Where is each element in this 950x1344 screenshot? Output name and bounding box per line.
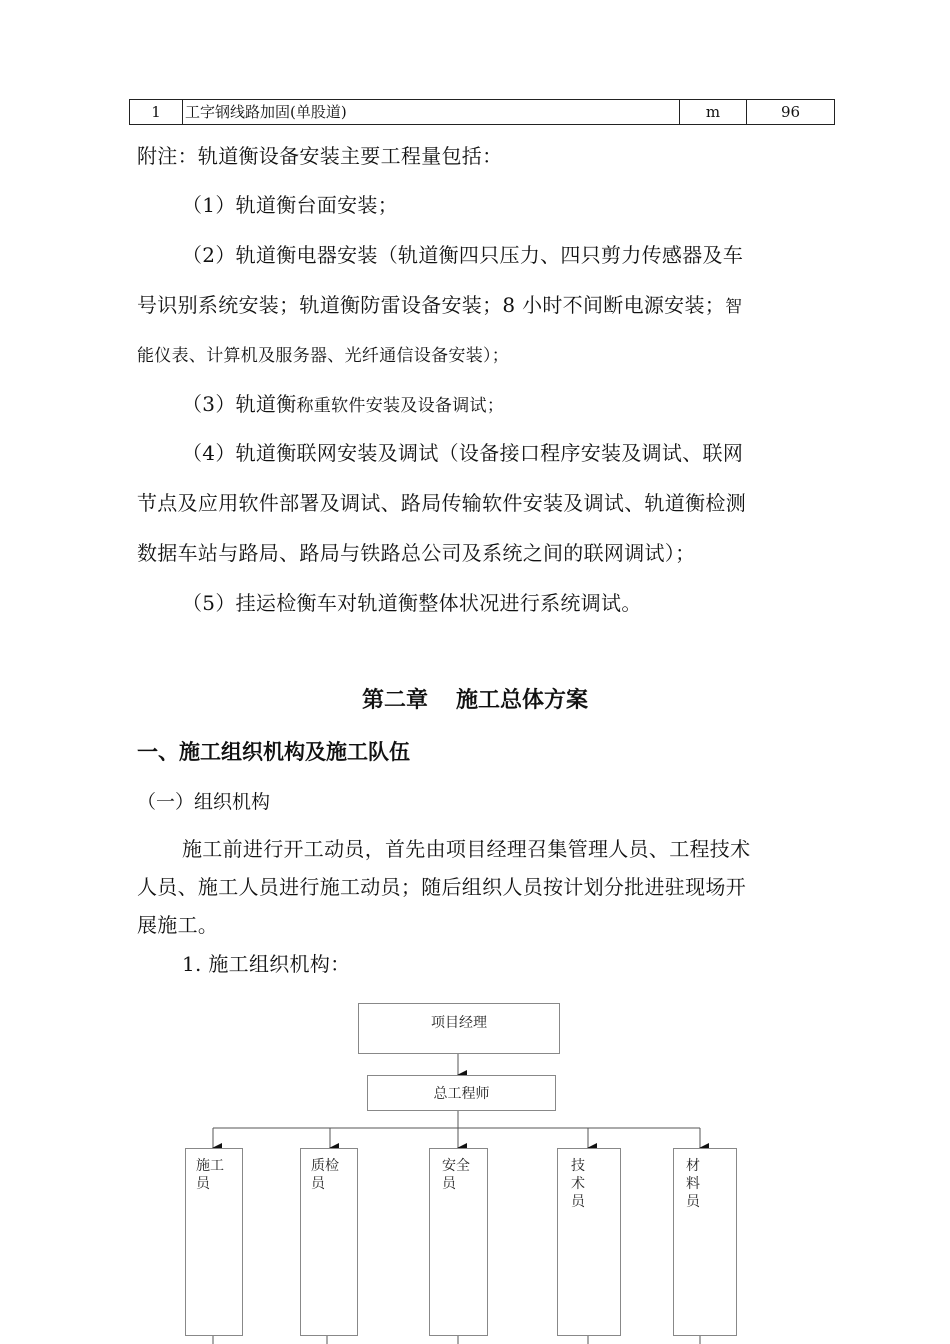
paragraph-line-3: 展施工。 [137,913,219,937]
note-item-4-line-3: 数据车站与路局、路局与铁路总公司及系统之间的联网调试）； [137,541,696,565]
chapter-number: 第二章 [361,688,428,713]
table-cell-name: 工字钢线路加固(单股道) [183,100,680,125]
list-item-org: 1. 施工组织机构： [182,952,351,976]
note-item-4-line-1: （4）轨道衡联网安装及调试（设备接口程序安装及调试、联网 [182,441,744,465]
section-heading: 一、施工组织机构及施工队伍 [137,740,410,764]
org-box-label: 项目经理 [431,1015,487,1031]
org-box-staff-1 [185,1148,243,1336]
note-item-3-main: （3）轨道衡 [182,392,297,416]
note-item-3-tail: 称重软件安装及设备调试； [296,396,505,416]
note-item-2-line-2-tail: 智 [725,297,743,317]
paragraph-line-1: 施工前进行开工动员，首先由项目经理召集管理人员、工程技术 [182,837,751,861]
org-box-staff-4 [557,1148,621,1336]
org-box-label: 材料员 [686,1158,700,1210]
chapter-name: 施工总体方案 [456,688,589,713]
org-box-label: 施工员 [196,1158,224,1192]
org-box-staff-5 [673,1148,737,1336]
note-item-2-line-1: （2）轨道衡电器安装（轨道衡四只压力、四只剪力传感器及车 [182,243,744,267]
org-box-label: 质检员 [311,1158,339,1192]
table-cell-qty: 96 [747,100,835,125]
org-box-staff-2 [300,1148,358,1336]
org-box-label: 技术员 [571,1158,585,1210]
paragraph-line-2: 人员、施工人员进行施工动员；随后组织人员按计划分批进驻现场开 [137,875,746,899]
table-cell-no: 1 [130,100,183,125]
org-box-project-manager [358,1003,560,1054]
note-item-2-line-3: 能仪表、计算机及服务器、光纤通信设备安装）； [137,346,510,366]
org-box-chief-engineer [367,1075,556,1111]
note-item-1: （1）轨道衡台面安装； [182,193,399,217]
note-item-5: （5）挂运检衡车对轨道衡整体状况进行系统调试。 [182,591,642,615]
subsection-heading: （一）组织机构 [137,791,271,813]
note-item-4-line-2: 节点及应用软件部署及调试、路局传输软件安装及调试、轨道衡检测 [137,491,746,515]
org-box-staff-3 [429,1148,488,1336]
table-cell-unit: m [680,100,747,125]
note-heading: 附注：轨道衡设备安装主要工程量包括： [137,144,503,168]
org-box-label: 总工程师 [433,1086,490,1102]
org-box-label: 安全员 [442,1158,470,1192]
note-item-2-line-2-main: 号识别系统安装；轨道衡防雷设备安装；8 小时不间断电源安装； [137,293,726,317]
